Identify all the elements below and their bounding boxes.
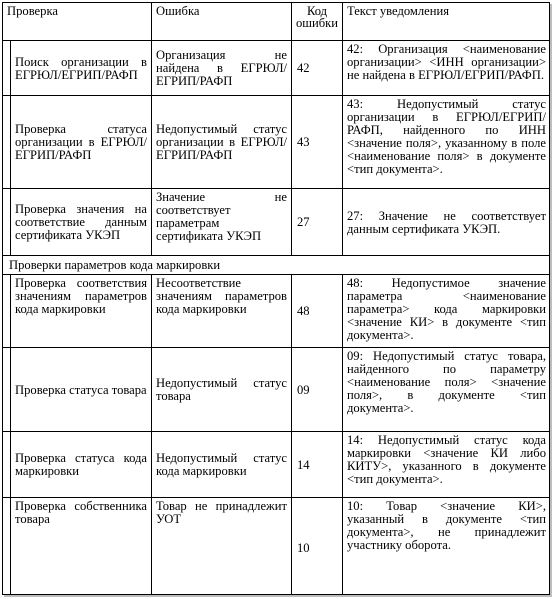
table-row — [3, 348, 551, 432]
table-row — [3, 275, 551, 348]
row-code: 27 — [292, 189, 343, 256]
header-code: Код ошибки — [292, 3, 343, 41]
table-header-row — [3, 3, 551, 41]
row-error: Недопустимый статус организации в ЕГРЮЛ/ЕГРИП/РАФП — [152, 96, 292, 189]
row-text: 48: Недопустимое значение параметра <наименование параметра> кода маркировки <значение КИ> в документе <тип документа>. — [343, 275, 551, 348]
header-check: Проверка — [3, 3, 152, 41]
table-row — [3, 498, 551, 596]
row-error: Организация не найдена в ЕГРЮЛ/ЕГРИП/РАФП — [152, 41, 292, 96]
row-text: 14: Недопустимый статус кода маркировки <значение КИ либо КИТУ>, указанного в документе <тип документа>. — [343, 432, 551, 498]
row-text: 10: Товар <значение КИ>, указанный в документе <тип документа>, не принадлежит участнику оборота. — [343, 498, 551, 596]
row-error: Недопустимый статус кода маркировки — [152, 432, 292, 498]
table-row — [3, 96, 551, 189]
document-page — [2, 2, 550, 595]
row-text: 09: Недопустимый статус товара, найденного по параметру <наименование поля> <значение поля>, в документе <тип документа>. — [343, 348, 551, 432]
row-code: 48 — [292, 275, 343, 348]
row-text: 27: Значение не соответствует данным сертификата УКЭП. — [343, 189, 551, 256]
row-check: Проверка собственника товара — [11, 498, 152, 596]
row-check: Проверка статуса кода маркировки — [11, 432, 152, 498]
section-row — [3, 256, 551, 275]
row-code: 10 — [292, 498, 343, 596]
row-text: 43: Недопустимый статус организации в ЕГРЮЛ/ЕГРИП/РАФП, найденного по ИНН <значение поля>, указанному в поле <наименование поля> в документе <тип документа>. — [343, 96, 551, 189]
table-row — [3, 189, 551, 256]
row-text: 42: Организация <наименование организации> <ИНН организации> не найдена в ЕГРЮЛ/ЕГРИП/РАФП. — [343, 41, 551, 96]
table-row — [3, 41, 551, 96]
header-notification-text: Текст уведомления — [343, 3, 551, 41]
row-code: 43 — [292, 96, 343, 189]
row-check: Проверка соответствия значениям параметров кода маркировки — [11, 275, 152, 348]
row-check: Поиск организации в ЕГРЮЛ/ЕГРИП/РАФП — [11, 41, 152, 96]
header-error: Ошибка — [152, 3, 292, 41]
section-title: Проверки параметров кода маркировки — [3, 256, 551, 275]
row-error: Несоответствие значениям параметров кода маркировки — [152, 275, 292, 348]
row-code: 09 — [292, 348, 343, 432]
row-check: Проверка значения на соответствие данным сертификата УКЭП — [11, 189, 152, 256]
error-codes-table — [2, 2, 550, 595]
row-error: Значение не соответствует параметрам сертификата УКЭП — [152, 189, 292, 256]
row-check: Проверка статуса товара — [11, 348, 152, 432]
row-error: Недопустимый статус товара — [152, 348, 292, 432]
row-check: Проверка статуса организации в ЕГРЮЛ/ЕГРИП/РАФП — [11, 96, 152, 189]
row-error: Товар не принадлежит УОТ — [152, 498, 292, 596]
table-row — [3, 432, 551, 498]
row-code: 14 — [292, 432, 343, 498]
row-code: 42 — [292, 41, 343, 96]
